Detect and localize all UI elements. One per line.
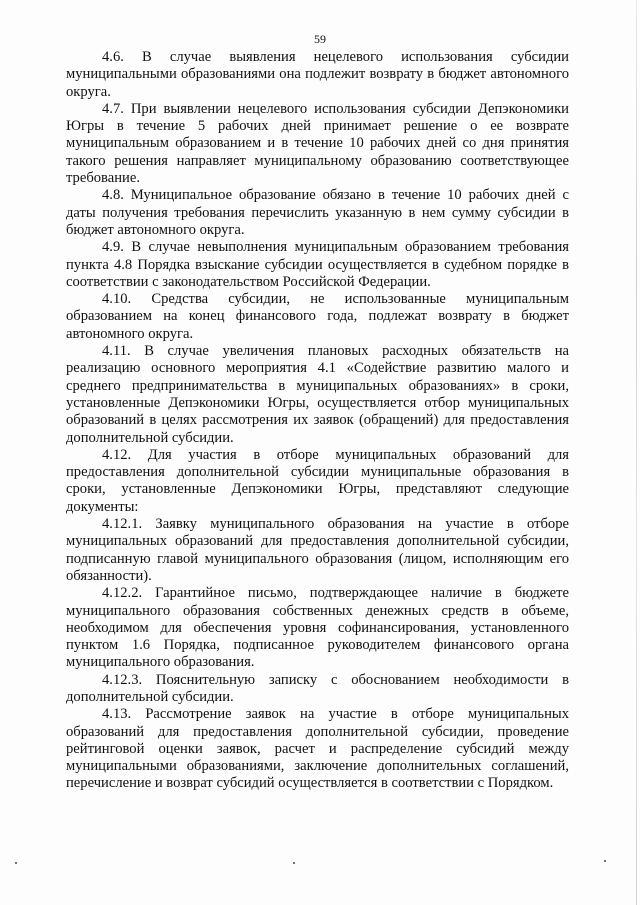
scan-edge-shadow: [636, 0, 637, 905]
paragraph-4-11: 4.11. В случае увеличения плановых расходных обязательств на реализацию основного мероприятия 4.1 «Содействие развитию малого и среднего предпринимательства в муниципальных образованиях» в сроки, установленные Депэкономики Югры, осуществляется отбор муниципальных образований в целях рассмотрения их заявок (обращений) для предоставления дополнительной субсидии.: [66, 343, 569, 446]
paragraph-4-12-2: 4.12.2. Гарантийное письмо, подтверждающее наличие в бюджете муниципального образования собственных денежных средств в объеме, необходимом для обеспечения уровня софинансирования, установленного пунктом 1.6 Порядка, подписанное руководителем финансового органа муниципального образования.: [66, 585, 569, 671]
document-body: [66, 49, 569, 793]
scan-speck: [15, 862, 17, 864]
paragraph-4-12-3: 4.12.3. Пояснительную записку с обоснованием необходимости в дополнительной субсидии.: [66, 671, 569, 705]
scan-speck: [604, 860, 606, 862]
paragraph-4-12-1: 4.12.1. Заявку муниципального образования на участие в отборе муниципальных образований для предоставления дополнительной субсидии, подписанную главой муниципального образования (лицом, исполняющим его обязанности).: [66, 516, 569, 584]
paragraph-4-6: 4.6. В случае выявления нецелевого использования субсидии муниципальными образованиями она подлежит возврату в бюджет автономного округа.: [66, 49, 569, 100]
scan-speck: [293, 862, 295, 864]
paragraph-4-7: 4.7. При выявлении нецелевого использования субсидии Депэкономики Югры в течение 5 рабочих дней принимает решение о ее возврате муниципальным образованием и в течение 10 рабочих дней со дня принятия такого решения направляет муниципальному образованию соответствующее требование.: [66, 100, 569, 187]
paragraph-4-10: 4.10. Средства субсидии, не использованные муниципальным образованием на конец финансового года, подлежат возврату в бюджет автономного округа.: [66, 291, 569, 342]
paragraph-4-8: 4.8. Муниципальное образование обязано в течение 10 рабочих дней с даты получения требования перечислить указанную в нем сумму субсидии в бюджет автономного округа.: [66, 187, 569, 238]
paragraph-4-9: 4.9. В случае невыполнения муниципальным образованием требования пункта 4.8 Порядка взыскание субсидии осуществляется в судебном порядке в соответствии с законодательством Российской Федерации.: [66, 239, 569, 290]
page-number: 59: [314, 32, 326, 46]
paragraph-4-12: 4.12. Для участия в отборе муниципальных образований для предоставления дополнительной субсидии муниципальные образования в сроки, установленные Депэкономики Югры, представляют следующие документы:: [66, 446, 569, 515]
paragraph-4-13: 4.13. Рассмотрение заявок на участие в отборе муниципальных образований для предоставления дополнительной субсидии, проведение рейтинговой оценки заявок, расчет и распределение субсидий между муниципальными образованиями, заключение дополнительных соглашений, перечисление и возврат субсидий осуществляется в соответствии с Порядком.: [66, 706, 569, 792]
